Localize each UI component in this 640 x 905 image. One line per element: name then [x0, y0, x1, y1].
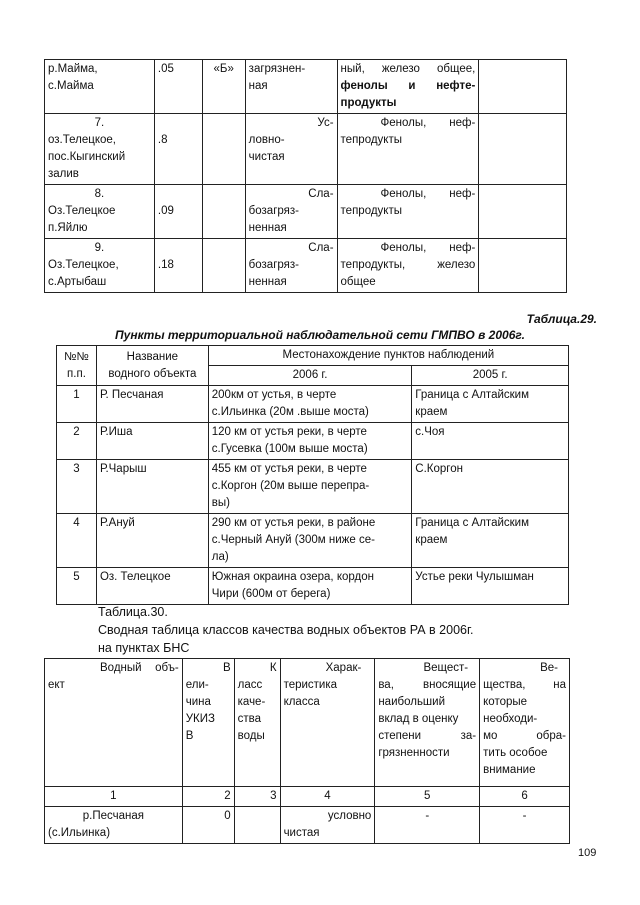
cell-text: ненная [248, 276, 287, 288]
header-name: водного объекта [108, 367, 197, 380]
header-text: вклад в оценку [378, 713, 459, 725]
cell-text: бозагряз- [248, 205, 299, 217]
cell-text: с.Черный Ануй (300м ниже се- [211, 534, 375, 546]
header-text: Вещест- [423, 662, 469, 674]
cell-text: ная [248, 80, 268, 92]
cell-text: вы) [211, 497, 230, 509]
header-text: В [222, 662, 231, 674]
table-30 [44, 658, 570, 844]
cell-text: .05 [154, 60, 202, 114]
header-text: необходи- [483, 713, 538, 725]
header-text: грязненности [378, 747, 450, 759]
column-number: 4 [280, 787, 375, 807]
cell-text: краем [415, 406, 448, 418]
cell-text: залив [48, 168, 79, 180]
cell-text: с.Майма [48, 80, 94, 92]
cell-text: ловно- [248, 134, 285, 146]
column-number: 2 [182, 787, 234, 807]
cell-text: чистая [283, 827, 320, 839]
cell-text: 200км от устья, в черте [211, 389, 337, 401]
cell-text: Р. Песчаная [96, 386, 208, 423]
cell-text: условно [327, 810, 372, 822]
cell-text: .09 [157, 205, 174, 217]
table-30-subtitle: на пунктах БНС [98, 641, 190, 655]
table-29-label: Таблица.29. [526, 312, 597, 326]
header-location: Местонахождение пунктов наблюдений [208, 346, 568, 366]
table-top-continuation [44, 59, 567, 293]
table-row [57, 460, 569, 514]
cell-number: 8. [94, 188, 105, 200]
table-row [57, 568, 569, 605]
table-row [57, 514, 569, 568]
cell-text: Р.Чарыш [96, 460, 208, 514]
cell-text: загрязнен- [248, 63, 306, 75]
cell-text: ный, железо общее, [340, 63, 476, 75]
cell-text: Фенолы, неф- [380, 117, 476, 129]
column-number: 3 [234, 787, 280, 807]
cell-text: 290 км от устья реки, в районе [211, 517, 376, 529]
table-numbers-row [45, 787, 570, 807]
column-number: 6 [480, 787, 570, 807]
header-2006: 2006 г. [208, 366, 412, 386]
cell-text: с.Гусевка (100м выше моста) [211, 443, 368, 455]
cell-text: краем [415, 534, 448, 546]
cell-text: С.Коргон [415, 463, 463, 475]
cell-text: Чири (600м от берега) [211, 588, 331, 600]
cell-text: Сла- [308, 188, 334, 200]
cell-text: Сла- [308, 242, 334, 254]
cell-text: ла) [211, 551, 229, 563]
header-text: мо обра- [483, 730, 566, 742]
cell-text: с.Ильинка (20м .выше моста) [211, 406, 369, 418]
cell-text: р.Песчаная [82, 810, 144, 822]
header-text: Ве- [540, 662, 558, 674]
table-row [57, 386, 569, 423]
header-text: наибольший [378, 696, 446, 708]
page-number: 109 [578, 847, 597, 859]
cell-text: (с.Ильинка) [48, 827, 111, 839]
header-text: В [185, 730, 194, 742]
cell-number: 2 [57, 423, 97, 460]
cell-text [234, 807, 280, 844]
cell-text: 0 [182, 807, 234, 844]
table-row [57, 423, 569, 460]
cell-text: общее [340, 276, 376, 288]
cell-text: «Б» [202, 60, 245, 114]
cell-text: 455 км от устья реки, в черте [211, 463, 367, 475]
cell-text: р.Майма, [48, 63, 98, 75]
cell-text: Оз. Телецкое [96, 568, 208, 605]
cell-number: 3 [57, 460, 97, 514]
cell-text: 120 км от устья реки, в черте [211, 426, 367, 438]
header-text: ства [237, 713, 262, 725]
table-30-label: Таблица.30. [98, 605, 168, 619]
header-text: чина [185, 696, 211, 708]
header-text: ва, вносящие [378, 679, 477, 691]
cell-text: тепродукты, железо [340, 259, 476, 271]
cell-text: .8 [157, 134, 168, 146]
header-text: К [269, 662, 277, 674]
cell-text: Фенолы, неф- [380, 242, 476, 254]
header-name: Название [126, 350, 179, 363]
cell-text: Граница с Алтайским [415, 517, 530, 529]
cell-text: Граница с Алтайским [415, 389, 530, 401]
header-text: внимание [483, 764, 536, 776]
cell-text: бозагряз- [248, 259, 299, 271]
cell-text: Устье реки Чулышман [415, 571, 534, 583]
header-text: УКИЗ [185, 713, 215, 725]
header-text: тить особое [483, 747, 548, 759]
cell-text: - [375, 807, 480, 844]
header-text: которые [483, 696, 528, 708]
cell-text: Фенолы, неф- [380, 188, 476, 200]
cell-text: Ус- [317, 117, 334, 129]
cell-text: Оз.Телецкое, [48, 259, 119, 271]
header-text: степени за- [378, 730, 477, 742]
cell-text: с.Чоя [415, 426, 445, 438]
cell-text: Р.Иша [96, 423, 208, 460]
cell-text: с.Коргон (20м выше перепра- [211, 480, 370, 492]
cell-text: Южная окраина озера, кордон [211, 571, 374, 583]
cell-number: 1 [57, 386, 97, 423]
table-row [45, 185, 567, 239]
header-text: щества, на [483, 679, 566, 691]
table-row [45, 239, 567, 293]
table-header-row [57, 346, 569, 366]
table-row [45, 114, 567, 185]
column-number: 5 [375, 787, 480, 807]
header-text: теристика [283, 679, 338, 691]
table-header-row [45, 659, 570, 787]
table-row [45, 60, 567, 114]
cell-text: тепродукты [340, 205, 402, 217]
header-2005: 2005 г. [412, 366, 569, 386]
cell-number: 9. [94, 242, 105, 254]
table-row [45, 807, 570, 844]
cell-text: Р.Ануй [96, 514, 208, 568]
cell-text: ненная [248, 222, 287, 234]
cell-number: 5 [57, 568, 97, 605]
cell-text: с.Артыбаш [48, 276, 107, 288]
cell-number: 7. [94, 117, 105, 129]
table-30-title: Сводная таблица классов качества водных объектов РА в 2006г. [98, 623, 474, 637]
header-text: ект [48, 679, 65, 691]
header-text: класса [283, 696, 320, 708]
table-29-title: Пункты территориальной наблюдательной сети ГМПВО в 2006г. [115, 328, 525, 342]
header-text: ели- [185, 679, 209, 691]
header-num: №№ [64, 350, 89, 363]
table-29 [56, 345, 569, 605]
cell-text-bold: продукты [340, 97, 397, 109]
cell-text-bold: фенолы и нефте- [340, 80, 476, 92]
cell-text: п.Яйлю [48, 222, 88, 234]
column-number: 1 [45, 787, 183, 807]
header-text: воды [237, 730, 265, 742]
cell-number: 4 [57, 514, 97, 568]
header-text: каче- [237, 696, 266, 708]
cell-text: чистая [248, 151, 285, 163]
header-text: Харак- [325, 662, 362, 674]
header-text: Водный объ- [100, 662, 179, 674]
cell-text: Оз.Телецкое [48, 205, 116, 217]
header-text: ласс [237, 679, 263, 691]
cell-text: тепродукты [340, 134, 402, 146]
cell-text: .18 [157, 259, 174, 271]
cell-text: - [480, 807, 570, 844]
cell-text: оз.Телецкое, [48, 134, 116, 146]
header-num: п.п. [67, 367, 86, 380]
cell-text: пос.Кыгинский [48, 151, 126, 163]
